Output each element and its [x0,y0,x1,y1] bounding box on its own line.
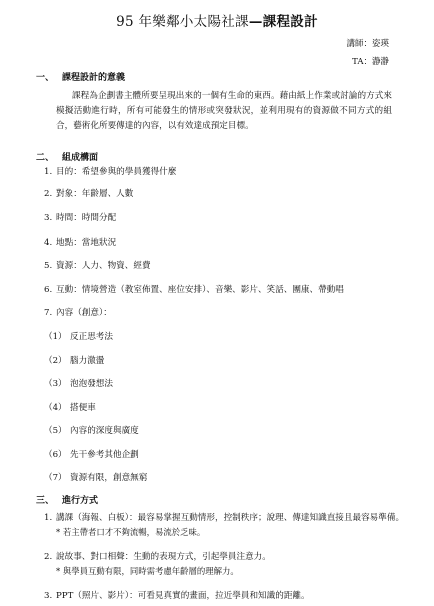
section-1-paragraph: 課程為企劃書主體所要呈現出來的一個有生命的東西。藉由紙上作業或討論的方式來模擬活動進行時，所有可能發生的情形或突發狀況，並利用現有的資源做不同方式的組合，藝術化所要傳達的內容，以有效達成預定目標。 [56,91,392,131]
sub-list-item: （3） 泡泡發想法 [44,379,113,389]
list-note: * 若主帶者口才不夠流暢，易流於乏味。 [56,527,206,537]
list-item: 3. PPT（照片、影片）：可看見真實的畫面，拉近學員和知識的距離。 [44,591,310,601]
section-title: 課程設計的意義 [62,73,126,83]
section-number: 二、 [36,153,55,163]
instructor-line: 講師：姿瑛 [346,39,389,49]
title-main: 95 年樂鄰小太陽社課 [116,14,249,30]
list-item: 2. 說故事、對口相聲：生動的表現方式，引起學員注意力。 [44,552,271,562]
sub-list-item: （4） 搭便車 [44,403,96,413]
title-suffix: —課程設計 [248,14,318,30]
section-number: 三、 [36,496,55,506]
section-title: 進行方式 [62,496,99,506]
list-note: * 與學員互動有限，同時需考慮年齡層的理解力。 [56,566,239,576]
list-item: 1. 目的：希望參與的學員獲得什麼 [44,167,177,177]
sub-list-item: （5） 內容的深度與廣度 [44,426,139,436]
section-heading-3 [36,493,98,506]
sub-list-item: （2） 腦力激盪 [44,356,105,366]
list-item: 1. 講課（海報、白板）：最容易掌握互動情形，控制秩序；說理、傳達知識直接且最容易準備。 [44,513,405,523]
list-item: 3. 時間：時間分配 [44,213,117,223]
list-item: 5. 資源：人力、物資、經費 [44,261,151,271]
ta-line: TA：瀞瀞 [352,57,389,67]
list-item: 7. 內容（創意）： [44,308,112,318]
section-number: 一、 [36,73,55,83]
list-item: 6. 互動：情境營造（教室佈置、座位安排）、音樂、影片、笑話、團康、帶動唱 [44,285,344,295]
document-title [0,10,434,30]
section-heading-2 [36,150,98,163]
list-item: 2. 對象：年齡層、人數 [44,189,134,199]
section-title: 組成構面 [62,153,99,163]
list-item: 4. 地點：當地狀況 [44,238,117,248]
sub-list-item: （7） 資源有限，創意無窮 [44,473,148,483]
section-heading-1 [36,70,125,83]
sub-list-item: （6） 先干參考其他企劃 [44,450,139,460]
sub-list-item: （1） 反正思考法 [44,332,113,342]
